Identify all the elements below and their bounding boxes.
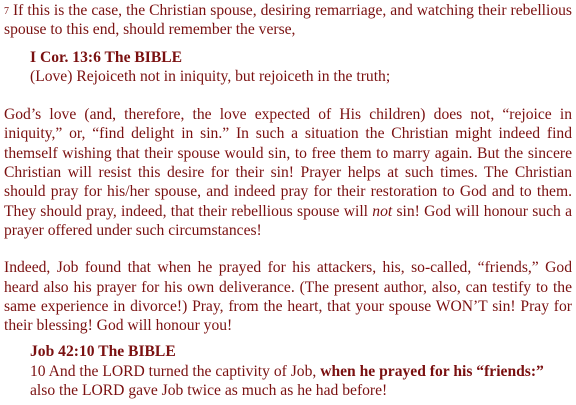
bible-quote-1 xyxy=(30,48,572,87)
quote-2-emphasis: when he prayed for his “friends:” xyxy=(320,362,544,380)
quote-1-reference: I Cor. 13:6 The BIBLE xyxy=(30,48,183,66)
quote-1-text: (Love) Rejoiceth not in iniquity, but rejoiceth in the truth; xyxy=(30,67,391,85)
quote-2-text-end: also the LORD gave Job twice as much as he had before! xyxy=(30,382,388,400)
paragraph-1-text: God’s love (and, therefore, the love expected of His children) does not, “rejoice in iniquity,” or, “find delight in sin.” In such a situation the Christian might indeed find themself wishing that their spouse would sin, to free them to marry again. But the sincere Christian will resist this desire for their sin! Prayer helps at such times. The Christian should pray for his/her spouse, and indeed pray for their restoration to God and to them. They should pray, indeed, that their rebellious spouse will xyxy=(4,106,572,220)
paragraph-1-text-end: sin! God will honour such a prayer offered under such circumstances! xyxy=(4,202,572,239)
quote-2-body xyxy=(30,362,572,401)
footnote-number: 7 xyxy=(4,6,9,17)
footnote-intro xyxy=(4,1,572,40)
paragraph-1 xyxy=(4,105,572,240)
quote-2-text: 10 And the LORD turned the captivity of Job, xyxy=(30,362,321,380)
paragraph-1-emphasis: not xyxy=(372,202,393,220)
bible-quote-2 xyxy=(30,342,572,400)
footnote-intro-text: If this is the case, the Christian spouse, desiring remarriage, and watching their rebellious spouse to this end, should remember the verse, xyxy=(4,2,572,39)
paragraph-2-text: Indeed, Job found that when he prayed for his attackers, his, so-called, “friends,” God heard also his prayer for his own deliverance. (The present author, also, can testify to the same experience in divorce!) Pray, from the heart, that your spouse WON’T sin! Pray for their blessing! God will honour you! xyxy=(4,259,572,335)
quote-2-reference: Job 42:10 The BIBLE xyxy=(30,343,176,361)
paragraph-2 xyxy=(4,258,572,335)
document-page xyxy=(4,0,572,400)
